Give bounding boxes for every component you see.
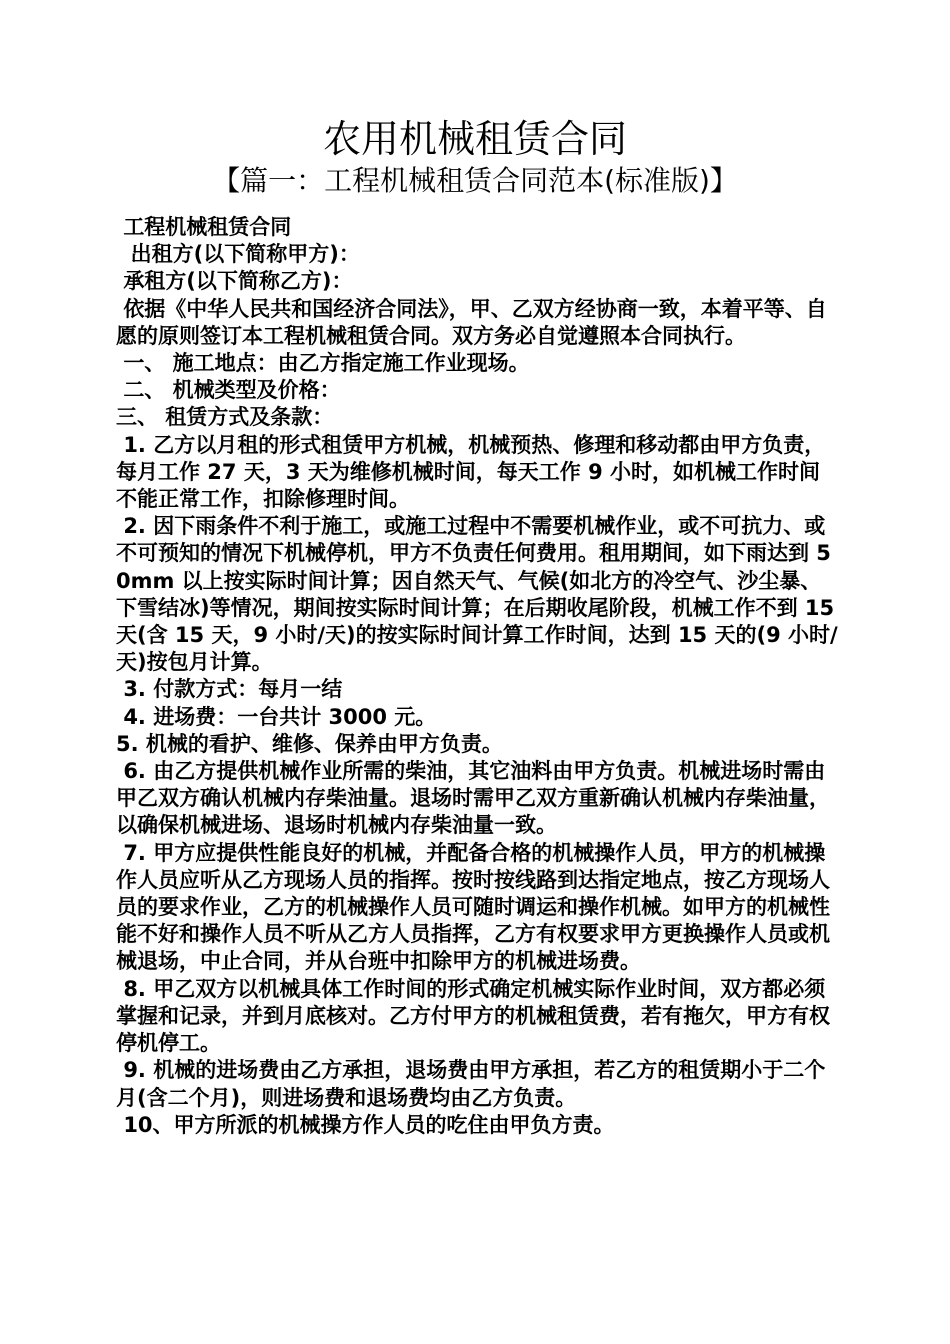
preamble-paragraph: 依据《中华人民共和国经济合同法》，甲、乙双方经协商一致，本着平等、自愿的原则签订本工程机械租赁合同。双方务必自觉遵照本合同执行。 (116, 296, 827, 348)
document-body (116, 214, 842, 1139)
section-1-location: 一、 施工地点：由乙方指定施工作业现场。 (116, 351, 530, 376)
lessor-line: 出租方(以下简称甲方)： (116, 242, 360, 267)
clause-1: 1. 乙方以月租的形式租赁甲方机械，机械预热、修理和移动都由甲方负责，每月工作 27 天，3 天为维修机械时间，每天工作 9 小时，如机械工作时间不能正常工作，扣除修理时间。 (116, 432, 826, 512)
section-2-machine-types: 二、 机械类型及价格： (116, 378, 341, 403)
clause-4: 4. 进场费：一台共计 3000 元。 (116, 704, 437, 729)
clause-10: 10、甲方所派的机械操方作人员的吃住由甲负方责。 (116, 1112, 615, 1137)
document-title: 农用机械租赁合同 (322, 117, 627, 161)
lessee-line: 承租方(以下简称乙方)： (116, 269, 353, 294)
clause-8: 8. 甲乙双方以机械具体工作时间的形式确定机械实际作业时间，双方都必须掌握和记录，并到月底核对。乙方付甲方的机械租赁费，若有拖欠，甲方有权停机停工。 (116, 976, 830, 1056)
clause-5: 5. 机械的看护、维修、保养由甲方负责。 (116, 731, 503, 756)
clause-9: 9. 机械的进场费由乙方承担，退场费由甲方承担，若乙方的租赁期小于二个月(含二个月)，则进场费和退场费均由乙方负责。 (116, 1058, 826, 1110)
clause-3: 3. 付款方式：每月一结 (116, 677, 343, 702)
section-3-lease-terms: 三、 租赁方式及条款： (116, 405, 334, 430)
clause-6: 6. 由乙方提供机械作业所需的柴油，其它油料由甲方负责。机械进场时需由甲乙双方确认机械内存柴油量。退场时需甲乙双方重新确认机械内存柴油量，以确保机械进场、退场时机械内存柴油量一致。 (116, 759, 830, 838)
contract-heading: 工程机械租赁合同 (116, 215, 292, 239)
clause-2: 2. 因下雨条件不利于施工，或施工过程中不需要机械作业，或不可抗力、或不可预知的情况下机械停机，甲方不负责任何费用。租用期间，如下雨达到 50mm 以上按实际时间计算；因自然天气、气候(如北方的冷空气、沙尘暴、下雪结冰)等情况，期间按实际时间计算；在后期收尾阶段，机械工作不到 15 天(含 15 天，9 小时/天)的按实际时间计算工作时间，达到 15 天的(9 小时/天)按包月计算。 (116, 514, 842, 675)
clause-7: 7. 甲方应提供性能良好的机械，并配备合格的机械操作人员，甲方的机械操作人员应听从乙方现场人员的指挥。按时按线路到达指定地点，按乙方现场人员的要求作业，乙方的机械操作人员可随时调运和操作机械。如甲方的机械性能不好和操作人员不听从乙方人员指挥，乙方有权要求甲方更换操作人员或机械退场，中止合同，并从台班中扣除甲方的机械进场费。 (116, 840, 830, 974)
document-subtitle: 【篇一：工程机械租赁合同范本(标准版)】 (212, 164, 738, 197)
